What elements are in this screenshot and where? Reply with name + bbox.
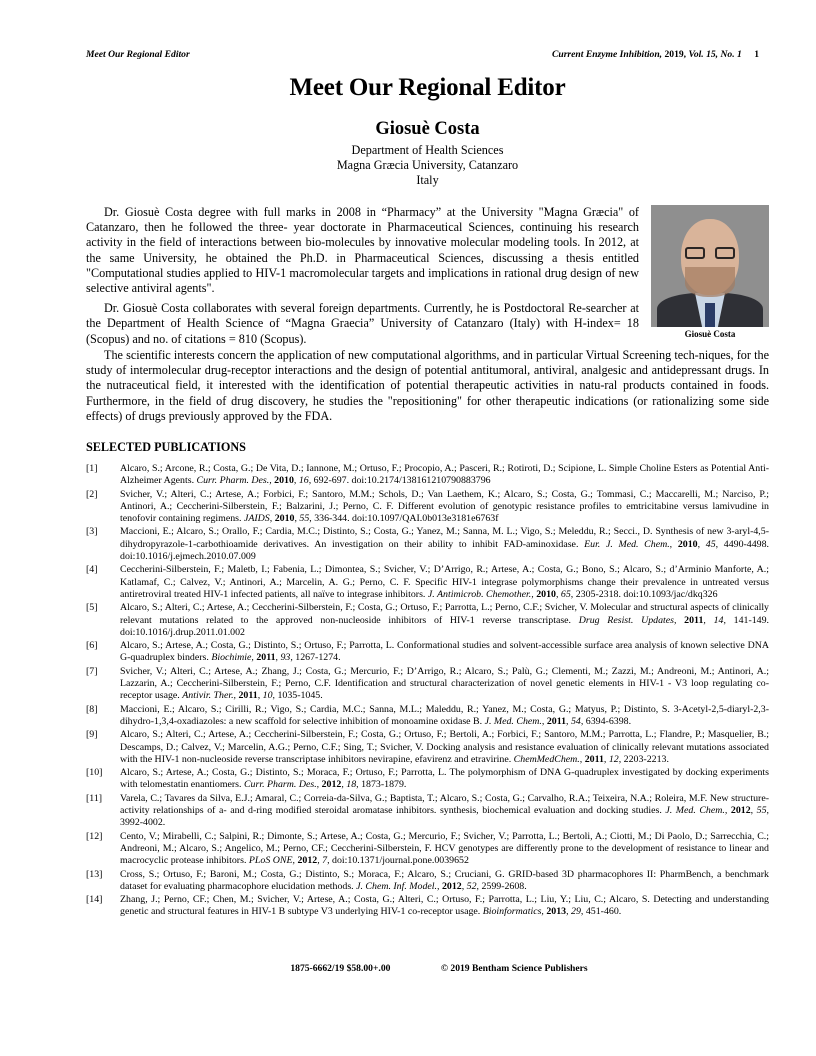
footer-copyright: © 2019 Bentham Science Publishers xyxy=(440,963,588,974)
reference-number: [1] xyxy=(86,463,98,474)
reference-authors-title: Maccioni, E.; Alcaro, S.; Orallo, F.; Cardia, M.C.; Distinto, S.; Costa, G.; Yanez, M.; Sanna, M. L.; Vigo, S.; Meleddu, R.; Secci., D. Synthesis of new 3-aryl-4,5-dihydropyrazole-1-carbothioamide derivatives. An investigation on their ability to inhibit FAD-aminoxidase. xyxy=(120,526,769,550)
reference-pages-doi: , 692-697. doi:10.2174/138161210790883796 xyxy=(308,475,491,487)
reference-year: 2010 xyxy=(274,513,295,525)
reference-authors-title: Cento, V.; Mirabelli, C.; Salpini, R.; Dimonte, S.; Artese, A.; Costa, G.; Mercurio, F.; Svicher, V.; Parrotta, L.; Bertoli, A.; Ciotti, M.; Di Paolo, D.; Sarrecchia, C.; Andreoni, M.; Alcaro, S.; Angelico, M.; Perno, CF.; Ceccherini-Silberstein, F. HCV genotypes are differently prone to the development of resistance to linear and macrocyclic protease inhibitors. xyxy=(120,830,769,867)
reference-year: 2012 xyxy=(730,805,751,817)
reference-volume: 7 xyxy=(322,855,328,867)
footer-issn-price: 1875-6662/19 $58.00+.00 xyxy=(290,963,391,974)
running-header xyxy=(86,49,759,60)
bio-research-interests xyxy=(86,348,769,424)
running-header-left: Meet Our Regional Editor xyxy=(86,49,190,60)
reference-text: Alcaro, S.; Artese, A.; Costa, G.; Distinto, S.; Moraca, F.; Ortuso, F.; Parrotta, L. The polymorphism of DNA G-quadruplex investigated by docking experiments with telomestatin enantiomers. Curr. Pharm. Des., 2012, 18, 1873-1879. xyxy=(120,767,769,791)
bio-paragraph: Dr. Giosuè Costa collaborates with several foreign departments. Currently, he is Postdoctoral Re-searcher at the Department of Health Science of “Magna Graecia” University of Catanzaro (Italy) with H-index= 18 (Scopus) and no. of citations = 810 (Scopus). xyxy=(86,301,639,346)
reference-journal: Antivir. Ther., xyxy=(182,690,237,702)
author-country: Italy xyxy=(416,173,439,188)
reference-text: Alcaro, S.; Artese, A.; Costa, G.; Distinto, S.; Ortuso, F.; Parrotta, L. Conformational studies and solvent-accessible surface area analysis of known selective DNA G-quadruplex binders. Biochimie, 2011, 93, 1267-1274. xyxy=(120,640,769,664)
reference-volume: 52 xyxy=(466,880,477,892)
reference-journal: Bioinformatics, xyxy=(482,906,544,918)
reference-number: [4] xyxy=(86,564,98,576)
reference-item xyxy=(86,704,769,729)
reference-text: Cento, V.; Mirabelli, C.; Salpini, R.; Dimonte, S.; Artese, A.; Costa, G.; Mercurio, F.; Svicher, V.; Parrotta, L.; Bertoli, A.; Ciotti, M.; Di Paolo, D.; Sarrecchia, C.; Andreoni, M.; Alcaro, S.; Angelico, M.; Perno, CF.; Ceccherini-Silberstein, F. HCV genotypes are differently prone to the development of resistance to linear and macrocyclic protease inhibitors. PLoS ONE, 2012, 7, doi:10.1371/journal.pone.0039652 xyxy=(120,830,769,867)
reference-item xyxy=(86,729,769,766)
reference-authors-title: Alcaro, S.; Artese, A.; Costa, G.; Distinto, S.; Ortuso, F.; Parrotta, L. Conformational studies and solvent-accessible surface area analysis of known selective DNA G-quadruplex binders. xyxy=(120,640,769,664)
reference-journal: J. Med. Chem., xyxy=(484,715,545,727)
reference-year: 2011 xyxy=(684,614,704,626)
author-department: Department of Health Sciences xyxy=(351,143,504,157)
reference-number: [6] xyxy=(86,640,98,652)
reference-pages-doi: , 6394-6398. xyxy=(580,715,632,727)
reference-number: [10] xyxy=(86,767,103,779)
reference-authors-title: Alcaro, S.; Artese, A.; Costa, G.; Distinto, S.; Moraca, F.; Ortuso, F.; Parrotta, L. The polymorphism of DNA G-quadruplex investigated by docking experiments with telomestatin enantiomers. xyxy=(120,767,769,791)
reference-item xyxy=(86,869,769,894)
reference-item xyxy=(86,602,769,639)
reference-item xyxy=(86,640,769,665)
reference-year: 2011 xyxy=(546,715,567,727)
reference-pages-doi: , 451-460. xyxy=(580,906,622,918)
reference-year: 2011 xyxy=(256,652,276,664)
reference-text: Svicher, V.; Alteri, C.; Artese, A.; Zhang, J.; Costa, G.; Mercurio, F.; D’Arrigo, R.; Alcaro, S.; Palù, G.; Clementi, M.; Zazzi, M.; Andreoni, M.; Antinori, A.; Lazzarin, A.; Ceccherini-Silberstein, F.; Perno, C.F. Identification and structural characterization of novel genetic elements in HIV-1 - V3 loop regulating co-receptor usage. Antivir. Ther., 2011, 10, 1035-1045. xyxy=(120,665,769,702)
reference-text: Alcaro, S.; Arcone, R.; Costa, G.; De Vita, D.; Iannone, M.; Ortuso, F.; Procopio, A.; Pasceri, R.; Rotiroti, D.; Scipione, L. Simple Choline Esters as Potential Anti-Alzheimer Agents. Curr. Pharm. Des., 2010, 16, 692-697. doi:10.2174/138161210790883796 xyxy=(120,463,769,487)
reference-pages-doi: , doi:10.1371/journal.pone.0039652 xyxy=(327,855,469,867)
reference-pages-doi: , 2305-2318. doi:10.1093/jac/dkq326 xyxy=(570,588,718,600)
reference-item xyxy=(86,489,769,526)
bio-paragraph: Dr. Giosuè Costa degree with full marks in 2008 in “Pharmacy” at the University "Magna Græcia" of Catanzaro, then he followed the three- year doctorate in Pharmaceutical Sciences, continuing his research activity in the field of interactions between bio-molecules by innovative molecular modeling tools. In 2012, at the same University, he obtained the Ph.D. in Pharmaceutical Sciences, discussing a thesis entitled "Computational studies applied to HIV-1 macromolecular targets and implications in rational drug design of new selective antiviral agents". xyxy=(86,205,639,296)
reference-volume: 55 xyxy=(756,805,767,817)
reference-item xyxy=(86,666,769,703)
reference-year: 2013 xyxy=(546,906,567,918)
reference-number: [14] xyxy=(86,894,103,906)
reference-journal: J. Chem. Inf. Model., xyxy=(356,880,440,892)
reference-text: Svicher, V.; Alteri, C.; Artese, A.; Forbici, F.; Santoro, M.M.; Schols, D.; Van Laethem, K.; Alcaro, S.; Costa, G.; Tommasi, C.; Maccarelli, M.; Narciso, P.; Antinori, A.; Ceccherini-Silberstein, F.; Balzarini, J.; Perno, C. F. Different evolution of genotypic resistance profiles to emtricitabine versus lamivudine in tenofovir containing regimens. JAIDS, 2010, 55, 336-344. doi:10.1097/QAI.0b013e3181e6763f xyxy=(120,488,769,525)
reference-pages-doi: , 1035-1045. xyxy=(272,690,323,702)
reference-number: [7] xyxy=(86,665,98,677)
reference-journal: Biochimie, xyxy=(211,652,254,664)
reference-number: [8] xyxy=(86,703,98,715)
reference-pages-doi: , 3992-4002. xyxy=(120,805,770,829)
reference-volume: 54 xyxy=(570,715,581,727)
reference-journal: ChemMedChem., xyxy=(513,753,583,765)
journal-name: Current Enzyme Inhibition, xyxy=(551,49,663,60)
reference-item xyxy=(86,793,769,830)
reference-text: Maccioni, E.; Alcaro, S.; Orallo, F.; Cardia, M.C.; Distinto, S.; Costa, G.; Yanez, M.; Sanna, M. L.; Vigo, S.; Meleddu, R.; Secci., D. Synthesis of new 3-aryl-4,5-dihydropyrazole-1-carbothioamide derivatives. An investigation on their ability to inhibit FAD-aminoxidase. Eur. J. Med. Chem., 2010, 45, 4490-4498. doi:10.1016/j.ejmech.2010.07.009 xyxy=(120,526,770,563)
reference-year: 2012 xyxy=(297,855,318,867)
author-university: Magna Græcia University, Catanzaro xyxy=(336,158,519,173)
reference-item xyxy=(86,894,769,919)
reference-pages-doi: , 141-149. doi:10.1016/j.drup.2011.01.002 xyxy=(120,614,770,638)
reference-pages-doi: , 2203-2213. xyxy=(618,753,669,765)
reference-year: 2011 xyxy=(238,690,258,702)
reference-year: 2010 xyxy=(536,588,556,600)
reference-number: [11] xyxy=(86,792,103,804)
reference-pages-doi: , 1873-1879. xyxy=(356,779,407,791)
reference-volume: 10 xyxy=(262,690,273,702)
reference-number: [12] xyxy=(86,830,103,842)
reference-year: 2010 xyxy=(677,538,698,550)
reference-authors-title: Maccioni, E.; Alcaro, S.; Cirilli, R.; Vigo, S.; Cardia, M.C.; Sanna, M.L.; Maleddu, R.; Yanez, M.; Costa, G.; Matyus, P.; Distinto, S. 3-Acetyl-2,5-diaryl-2,3-dihydro-1,3,4-oxadiazoles: a new scaffold for selective inhibition of monoamine oxidase B. xyxy=(120,703,769,727)
photo-caption: Giosuè Costa xyxy=(684,329,736,339)
author-photo-figure xyxy=(651,205,769,339)
reference-item xyxy=(86,463,769,488)
reference-text: Alcaro, S.; Alteri, C.; Artese, A.; Ceccherini-Silberstein, F.; Costa, G.; Ortuso, F.; Parrotta, L.; Perno, C.F.; Svicher, V. Molecular and structural aspects of clinically relevant mutations related to the approved non-nucleoside inhibitors of HIV-1 reverse transcriptase. Drug Resist. Updates, 2011, 14, 141-149. doi:10.1016/j.drup.2011.01.002 xyxy=(120,602,770,638)
reference-volume: 29 xyxy=(571,906,581,918)
reference-item xyxy=(86,767,769,792)
reference-number: [2] xyxy=(86,488,98,500)
reference-year: 2012 xyxy=(441,880,462,892)
reference-year: 2010 xyxy=(274,475,294,487)
page-number: 1 xyxy=(754,49,759,60)
reference-authors-title: Alcaro, S.; Alteri, C.; Artese, A.; Ceccherini-Silberstein, F.; Costa, G.; Ortuso, F.; Bertoli, A.; Forbici, F.; Santoro, M.M.; Parrotta, L.; Flandre, P.; Masquelier, B.; Descamps, D.; Calvez, V.; Marcelin, A.G.; Perno, C.F.; Sing, T.; Svicher, V. Docking analysis and resistance evaluation of clinically relevant mutations associated with the HIV-1 non-nucleoside reverse transcriptase inhibitors nevirapine, efavirenz and etravirine. xyxy=(120,729,769,765)
page-footer xyxy=(0,963,816,974)
reference-text: Zhang, J.; Perno, CF.; Chen, M.; Svicher, V.; Artese, A.; Costa, G.; Alteri, C.; Ortuso, F.; Parrotta, L.; Liu, Y.; Liu, C.; Alcaro, S. Detecting and understanding genetic and structural features in HIV-1 B subtype V3 underlying HIV-1 co-receptor usage. Bioinformatics, 2013, 29, 451-460. xyxy=(120,894,769,918)
reference-journal: J. Med. Chem., xyxy=(665,805,728,817)
reference-authors-title: Alcaro, S.; Alteri, C.; Artese, A.; Ceccherini-Silberstein, F.; Costa, G.; Ortuso, F.; Parrotta, L.; Perno, C.F.; Svicher, V. Molecular and structural aspects of clinically relevant mutations related to the approved non-nucleoside inhibitors of HIV-1 reverse transcriptase. xyxy=(120,602,769,626)
journal-year: 2019, xyxy=(664,49,687,60)
page-title: Meet Our Regional Editor xyxy=(289,74,566,101)
reference-authors-title: Alcaro, S.; Arcone, R.; Costa, G.; De Vita, D.; Iannone, M.; Ortuso, F.; Procopio, A.; Pasceri, R.; Rotiroti, D.; Scipione, L. Simple Choline Esters as Potential Anti-Alzheimer Agents. xyxy=(120,463,769,487)
reference-volume: 18 xyxy=(346,779,357,791)
reference-journal: Curr. Pharm. Des., xyxy=(196,475,272,487)
reference-volume: 12 xyxy=(608,753,619,765)
reference-journal: PLoS ONE, xyxy=(248,855,295,867)
reference-year: 2011 xyxy=(584,753,604,765)
reference-text: Alcaro, S.; Alteri, C.; Artese, A.; Ceccherini-Silberstein, F.; Costa, G.; Ortuso, F.; Bertoli, A.; Forbici, F.; Santoro, M.M.; Parrotta, L.; Flandre, P.; Masquelier, B.; Descamps, D.; Calvez, V.; Marcelin, A.G.; Perno, C.F.; Sing, T.; Svicher, V. Docking analysis and resistance evaluation of clinically relevant mutations associated with the HIV-1 non-nucleoside reverse transcriptase inhibitors nevirapine, efavirenz and etravirine. ChemMedChem., 2011, 12, 2203-2213. xyxy=(120,729,769,765)
reference-volume: 55 xyxy=(299,513,310,525)
reference-authors-title: Svicher, V.; Alteri, C.; Artese, A.; Forbici, F.; Santoro, M.M.; Schols, D.; Van Laethem, K.; Alcaro, S.; Costa, G.; Tommasi, C.; Maccarelli, M.; Narciso, P.; Antinori, A.; Ceccherini-Silberstein, F.; Balzarini, J.; Perno, C. F. Different evolution of genotypic resistance profiles to emtricitabine versus lamivudine in tenofovir containing regimens. xyxy=(120,488,769,525)
reference-journal: JAIDS, xyxy=(243,513,273,525)
reference-number: [9] xyxy=(86,729,98,741)
reference-pages-doi: , 4490-4498. doi:10.1016/j.ejmech.2010.07.009 xyxy=(120,538,770,563)
reference-text: Ceccherini-Silberstein, F.; Maletb, I.; Fabenia, L.; Dimontea, S.; Svicher, V.; D’Arrigo, R.; Artese, A.; Costa, G.; Bono, S.; Alcaro, S.; d’Arminio Manforte, A.; Katlamaf, C.; Calvez, V.; Antinori, A.; Marcelin, A. G.; Perno, C. F. Specific HIV-1 integrase polymorphisms change their prevalence in untreated versus antiretroviral treated HIV-1 infected patients, all naïve to integrase inhibitors. J. Antimicrob. Chemother., 2010, 65, 2305-2318. doi:10.1093/jac/dkq326 xyxy=(120,564,769,600)
reference-journal: Eur. J. Med. Chem., xyxy=(584,538,673,550)
reference-volume: 93 xyxy=(280,652,291,664)
reference-journal: J. Antimicrob. Chemother., xyxy=(427,588,534,600)
reference-item xyxy=(86,564,769,601)
reference-authors-title: Varela, C.; Tavares da Silva, E.J.; Amaral, C.; Correia-da-Silva, G.; Baptista, T.; Alcaro, S.; Costa, G.; Carvalho, R.A.; Teixeira, N.A.; Roleira, M.F. New structure-activity relationships of a- and d-ring modified steroidal aromatase inhibitors. synthesis, biochemical evaluation and docking studies. xyxy=(120,792,769,817)
reference-authors-title: Svicher, V.; Alteri, C.; Artese, A.; Zhang, J.; Costa, G.; Mercurio, F.; D’Arrigo, R.; Alcaro, S.; Palù, G.; Clementi, M.; Zazzi, M.; Andreoni, M.; Antinori, A.; Lazzarin, A.; Ceccherini-Silberstein, F.; Perno, C.F. Identification and structural characterization of novel genetic elements in HIV-1 - V3 loop regulating co-receptor usage. xyxy=(120,665,769,702)
reference-journal: Curr. Pharm. Des., xyxy=(243,779,320,791)
running-header-right xyxy=(552,49,759,60)
bio-paragraph: The scientific interests concern the application of new computational algorithms, and in particular Virtual Screening tech-niques, for the study of intermolecular drug-receptor interactions and the design of potential antitumoral, antiviral, analgesic and antidepressant drugs. In the nutraceutical field, it interested with the identification of potential therapeutic activities in natu-ral products contained in foods. Furthermore, in the field of drug discovery, he studies the "repositioning" for other therapeutic indications (or rationalizing some side effects) of drugs previously approved by the FDA. xyxy=(86,348,769,423)
reference-number: [13] xyxy=(86,868,103,880)
section-heading-publications: SELECTED PUBLICATIONS xyxy=(86,440,246,454)
reference-text: Varela, C.; Tavares da Silva, E.J.; Amaral, C.; Correia-da-Silva, G.; Baptista, T.; Alcaro, S.; Costa, G.; Carvalho, R.A.; Teixeira, N.A.; Roleira, M.F. New structure-activity relationships of a- and d-ring modified steroidal aromatase inhibitors. synthesis, biochemical evaluation and docking studies. J. Med. Chem., 2012, 55, 3992-4002. xyxy=(120,792,770,829)
reference-text: Maccioni, E.; Alcaro, S.; Cirilli, R.; Vigo, S.; Cardia, M.C.; Sanna, M.L.; Maleddu, R.; Yanez, M.; Costa, G.; Matyus, P.; Distinto, S. 3-Acetyl-2,5-diaryl-2,3-dihydro-1,3,4-oxadiazoles: a new scaffold for selective inhibition of monoamine oxidase B. J. Med. Chem., 2011, 54, 6394-6398. xyxy=(120,703,769,727)
reference-authors-title: Zhang, J.; Perno, CF.; Chen, M.; Svicher, V.; Artese, A.; Costa, G.; Alteri, C.; Ortuso, F.; Parrotta, L.; Liu, Y.; Liu, C.; Alcaro, S. Detecting and understanding genetic and structural features in HIV-1 B subtype V3 underlying HIV-1 co-receptor usage. xyxy=(120,894,769,918)
bio-intro xyxy=(86,205,639,352)
author-name: Giosuè Costa xyxy=(375,119,480,139)
reference-pages-doi: , 336-344. doi:10.1097/QAI.0b013e3181e6763f xyxy=(309,513,499,525)
reference-item xyxy=(86,831,769,868)
reference-pages-doi: , 1267-1274. xyxy=(290,652,341,664)
reference-list xyxy=(86,463,769,920)
reference-year: 2012 xyxy=(321,779,342,791)
portrait-photo-icon xyxy=(651,205,769,327)
reference-authors-title: Cross, S.; Ortuso, F.; Baroni, M.; Costa, G.; Distinto, S.; Moraca, F.; Alcaro, S.; Cruciani, G. GRID-based 3D pharmacophores II: PharmBench, a benchmark dataset for evaluating pharmacophore elucidation methods. xyxy=(120,868,769,892)
reference-authors-title: Ceccherini-Silberstein, F.; Maletb, I.; Fabenia, L.; Dimontea, S.; Svicher, V.; D’Arrigo, R.; Artese, A.; Costa, G.; Bono, S.; Alcaro, S.; d’Arminio Manforte, A.; Katlamaf, C.; Calvez, V.; Antinori, A.; Marcelin, A. G.; Perno, C. F. Specific HIV-1 integrase polymorphisms change their prevalence in untreated versus antiretroviral treated HIV-1 infected patients, all naïve to integrase inhibitors. xyxy=(120,564,769,600)
reference-volume: 16 xyxy=(298,475,309,487)
reference-volume: 45 xyxy=(705,538,716,550)
reference-volume: 14 xyxy=(713,614,724,626)
author-block xyxy=(0,119,816,189)
reference-item xyxy=(86,526,769,563)
reference-journal: Drug Resist. Updates, xyxy=(578,614,677,626)
reference-number: [3] xyxy=(86,526,98,538)
reference-volume: 65 xyxy=(560,588,571,600)
reference-pages-doi: , 2599-2608. xyxy=(476,880,527,892)
reference-text: Cross, S.; Ortuso, F.; Baroni, M.; Costa, G.; Distinto, S.; Moraca, F.; Alcaro, S.; Cruciani, G. GRID-based 3D pharmacophores II: PharmBench, a benchmark dataset for evaluating pharmacophore elucidation methods. J. Chem. Inf. Model., 2012, 52, 2599-2608. xyxy=(120,868,769,892)
reference-number: [5] xyxy=(86,602,98,614)
journal-volume: Vol. 15, No. 1 xyxy=(688,49,742,60)
